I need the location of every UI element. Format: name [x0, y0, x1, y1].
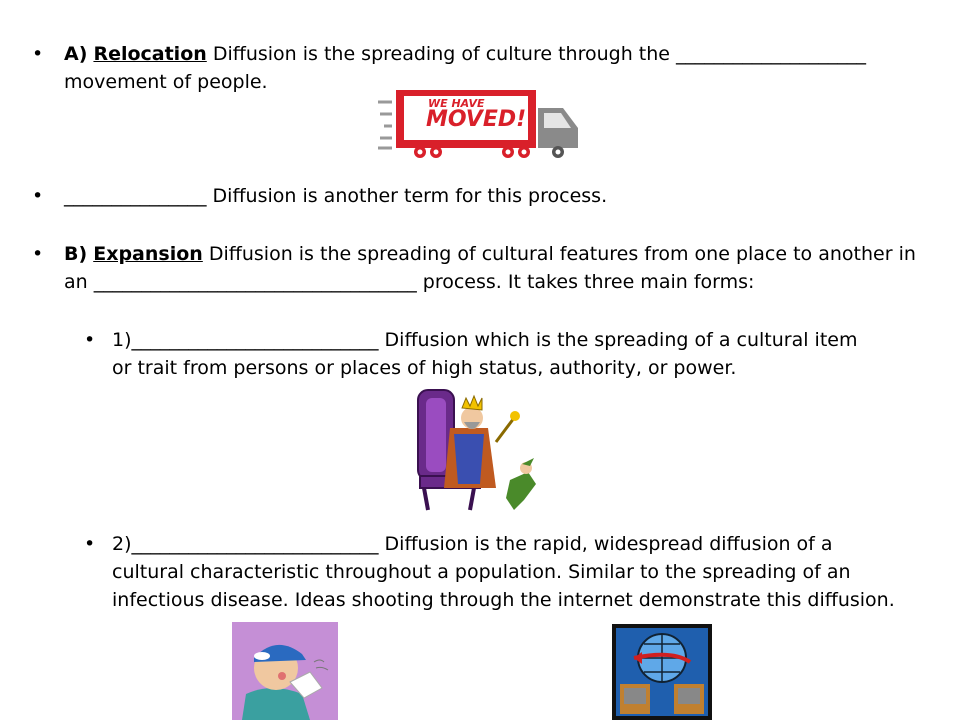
- another-term-blank: _______________: [64, 185, 207, 207]
- moving-truck-image: [378, 86, 583, 164]
- truck-main-text: MOVED!: [426, 107, 527, 132]
- another-term-paragraph: [64, 182, 944, 210]
- expansion-paragraph: [64, 240, 954, 296]
- form-1-text: Diffusion which is the spreading of a cultural item: [378, 329, 858, 351]
- bullet-dot: •: [32, 185, 44, 207]
- contagious-paragraph: [112, 530, 952, 614]
- form-2-line3: infectious disease. Ideas shooting through the internet demonstrate this diffusion.: [112, 589, 895, 611]
- relocation-term: Relocation: [93, 43, 207, 65]
- bullet-dot: •: [32, 243, 44, 265]
- truck-top-text: WE HAVE: [428, 97, 485, 110]
- form-1-line2: or trait from persons or places of high status, authority, or power.: [112, 357, 737, 379]
- expansion-line2-start: an: [64, 271, 94, 293]
- form-2-text: Diffusion is the rapid, widespread diffusion of a: [378, 533, 833, 555]
- hierarchical-paragraph: [112, 326, 952, 382]
- king-on-throne-image: [410, 388, 560, 520]
- item-a-prefix: A): [64, 43, 88, 65]
- expansion-line2-end: process. It takes three main forms:: [416, 271, 755, 293]
- internet-computers-image: [612, 624, 712, 720]
- form-1-number: 1): [112, 329, 132, 351]
- form-2-number: 2): [112, 533, 132, 555]
- item-b-prefix: B): [64, 243, 88, 265]
- relocation-text: Diffusion is the spreading of culture through the: [206, 43, 677, 65]
- expansion-term: Expansion: [93, 243, 203, 265]
- sick-person-image: [232, 622, 338, 720]
- sub-bullet-dot: •: [84, 329, 96, 351]
- relocation-blank: ____________________: [676, 43, 867, 65]
- form-2-blank: __________________________: [131, 533, 379, 555]
- expansion-text: Diffusion is the spreading of cultural features from one place to another in: [202, 243, 916, 265]
- sub-bullet-dot: •: [84, 533, 96, 555]
- form-1-blank: __________________________: [131, 329, 379, 351]
- form-2-line2: cultural characteristic throughout a population. Similar to the spreading of an: [112, 561, 851, 583]
- expansion-blank: __________________________________: [93, 271, 417, 293]
- bullet-dot: •: [32, 43, 44, 65]
- relocation-line2: movement of people.: [64, 71, 268, 93]
- another-term-text: Diffusion is another term for this process.: [206, 185, 608, 207]
